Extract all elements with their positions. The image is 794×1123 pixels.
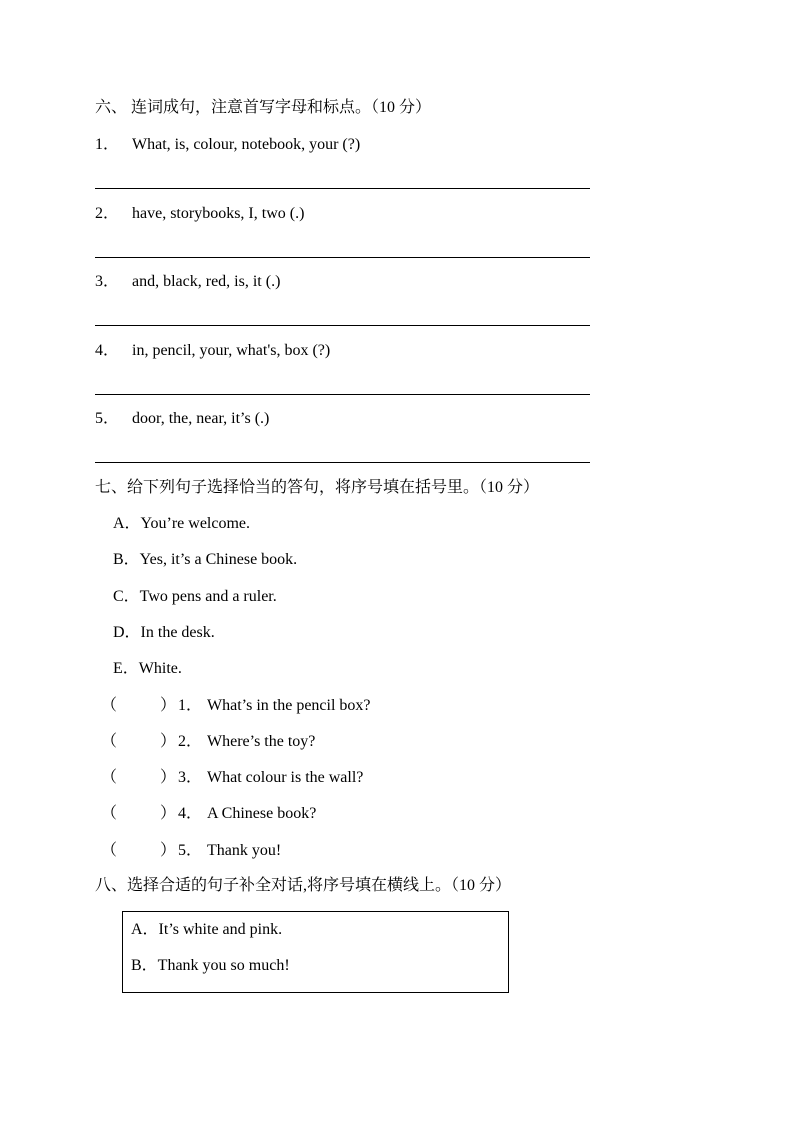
s7-q3-number: 3． (178, 769, 203, 786)
s6-item-2-number: 2． (95, 205, 120, 222)
section8-heading: 八、选择合适的句子补全对话,将序号填在横线上。（10 分） (95, 877, 512, 894)
section7-heading: 七、给下列句子选择恰当的答句，将序号填在括号里。（10 分） (95, 479, 540, 496)
s6-item-1-number: 1． (95, 136, 120, 153)
s7-q4-open-paren: （ (101, 805, 118, 822)
s8-option-a: A．It’s white and pink. (131, 921, 283, 938)
s6-item-3-text: and, black, red, is, it (.) (132, 273, 281, 290)
s7-q3-text: What colour is the wall? (207, 769, 364, 786)
s7-q5-text: Thank you! (207, 842, 282, 859)
s7-q4-text: A Chinese book? (207, 805, 317, 822)
s7-q3-open-paren: （ (101, 769, 118, 786)
s6-answer-line-3[interactable] (95, 325, 590, 326)
s7-q1-text: What’s in the pencil box? (207, 697, 371, 714)
s7-q1-close-paren: ） (160, 697, 177, 714)
s7-option-b: B．Yes, it’s a Chinese book. (113, 551, 298, 568)
s7-q5-close-paren: ） (160, 842, 177, 859)
s6-item-5-text: door, the, near, it’s (.) (132, 410, 270, 427)
s6-item-4-number: 4． (95, 342, 120, 359)
s7-q2-text: Where’s the toy? (207, 733, 316, 750)
s7-q5-number: 5． (178, 842, 203, 859)
s7-option-e: E．White. (113, 660, 182, 677)
s8-option-b: B．Thank you so much! (131, 957, 290, 974)
s7-q1-number: 1． (178, 697, 203, 714)
s7-option-d: D．In the desk. (113, 624, 215, 641)
s7-option-a: A．You’re welcome. (113, 515, 251, 532)
s7-q2-number: 2． (178, 733, 203, 750)
s7-option-c: C．Two pens and a ruler. (113, 588, 277, 605)
s7-q2-close-paren: ） (160, 733, 177, 750)
s6-item-1-text: What, is, colour, notebook, your (?) (132, 136, 361, 153)
s6-answer-line-1[interactable] (95, 188, 590, 189)
s7-q4-close-paren: ） (160, 805, 177, 822)
s6-item-5-number: 5． (95, 410, 120, 427)
s6-item-3-number: 3． (95, 273, 120, 290)
s6-item-2-text: have, storybooks, I, two (.) (132, 205, 305, 222)
s8-options-box (122, 911, 509, 993)
s7-q4-number: 4． (178, 805, 203, 822)
section6-heading: 六、 连词成句，注意首写字母和标点。（10 分） (95, 99, 432, 116)
s7-q1-open-paren: （ (101, 697, 118, 714)
s7-q5-open-paren: （ (101, 842, 118, 859)
s7-q3-close-paren: ） (160, 769, 177, 786)
s6-item-4-text: in, pencil, your, what's, box (?) (132, 342, 331, 359)
s6-answer-line-4[interactable] (95, 394, 590, 395)
s6-answer-line-5[interactable] (95, 462, 590, 463)
s7-q2-open-paren: （ (101, 733, 118, 750)
s6-answer-line-2[interactable] (95, 257, 590, 258)
